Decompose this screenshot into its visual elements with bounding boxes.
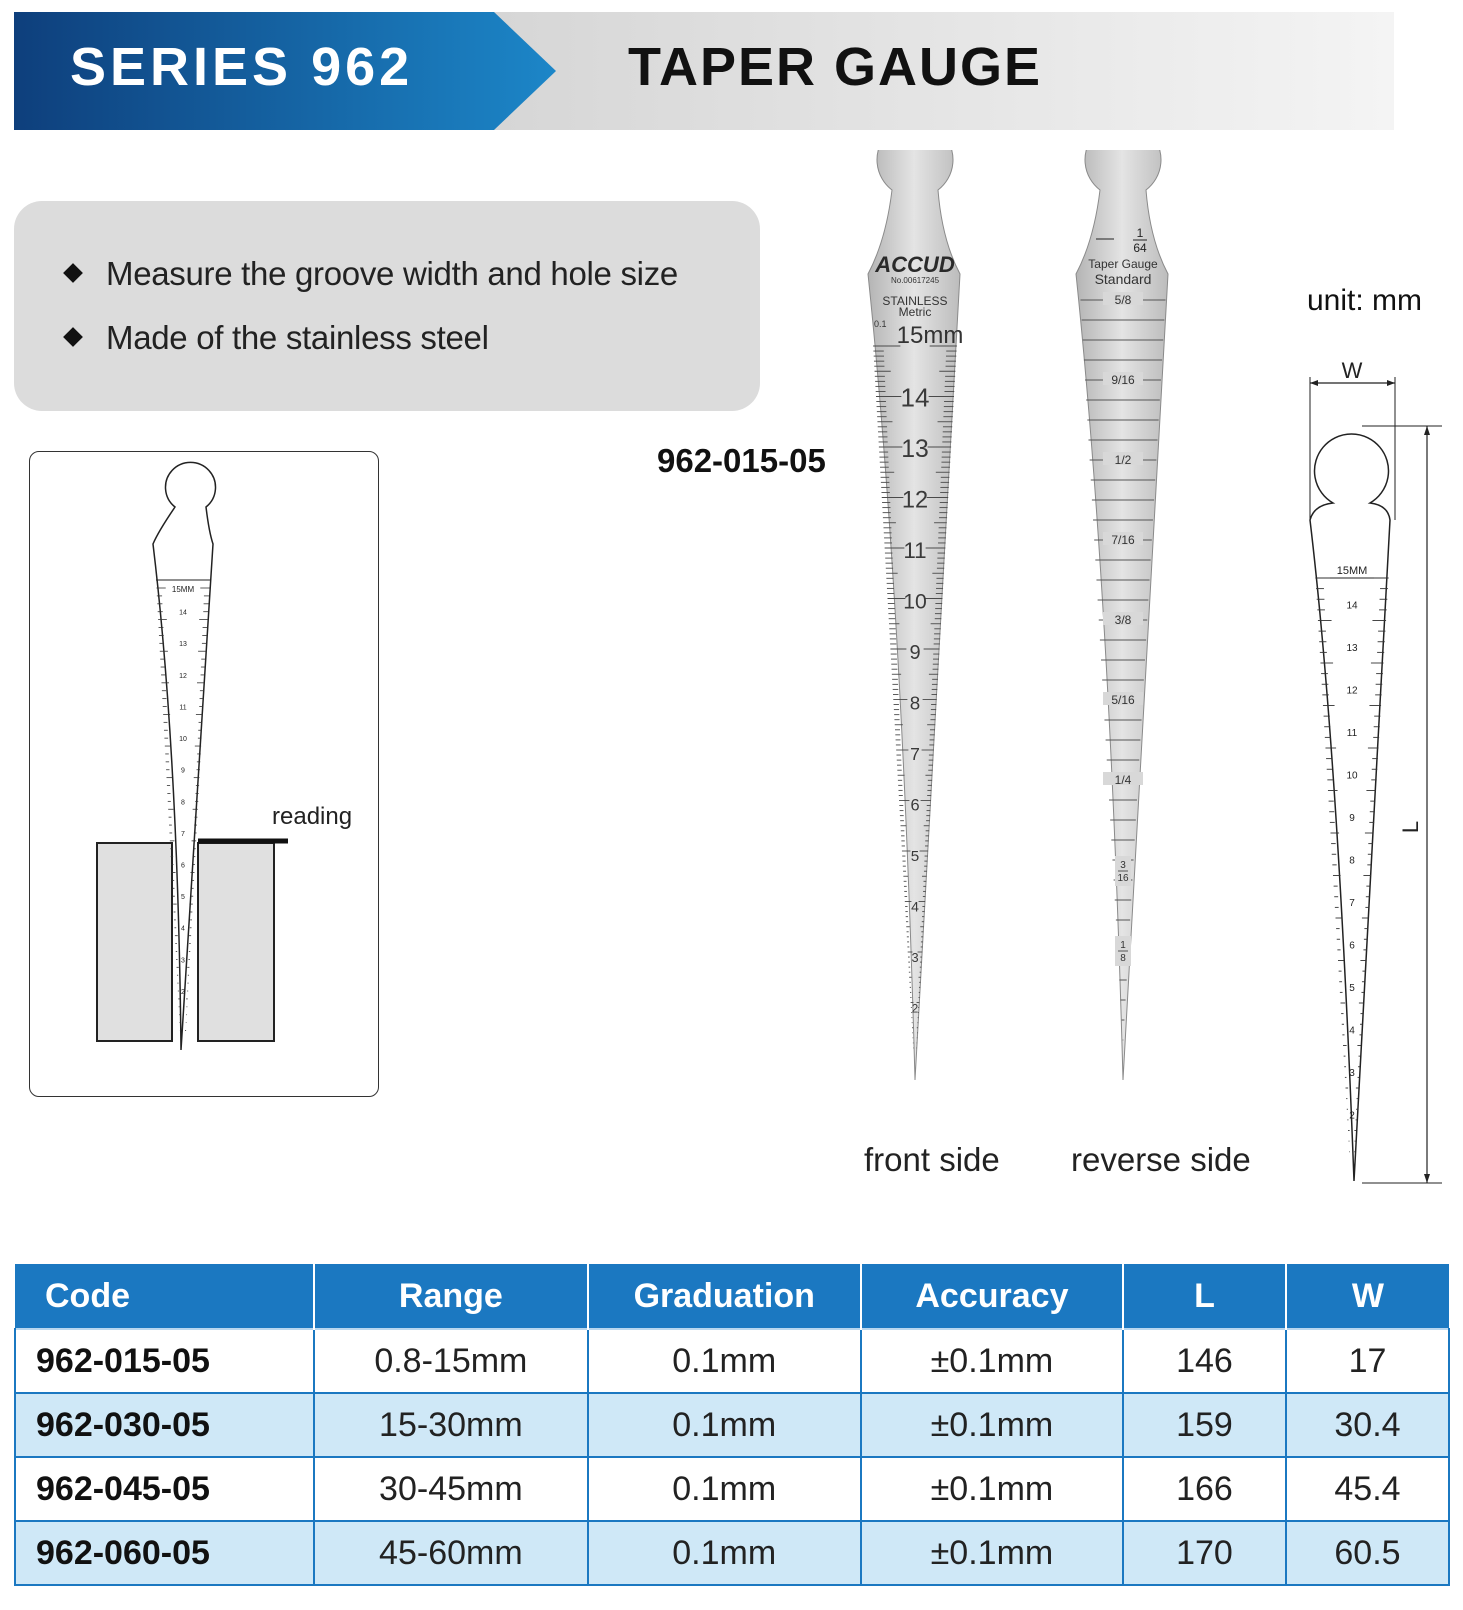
dimension-number: 13 [1346, 643, 1358, 654]
dimension-number: 9 [1349, 813, 1355, 824]
front-number: 2 [911, 1002, 919, 1016]
cell-graduation: 0.1mm [588, 1457, 861, 1521]
features-box [14, 201, 760, 411]
table-row [15, 1393, 1449, 1457]
reverse-side-label: reverse side [1071, 1141, 1251, 1178]
cell-w: 60.5 [1286, 1521, 1449, 1585]
dimension-number: 5 [1349, 983, 1355, 994]
column-header-accuracy: Accuracy [861, 1264, 1123, 1329]
cell-w: 30.4 [1286, 1393, 1449, 1457]
gauge-number: 8 [181, 799, 185, 807]
reverse-mark: 1/4 [1114, 773, 1132, 787]
dimension-number: 11 [1346, 728, 1358, 739]
reverse-mark: 5/8 [1114, 293, 1132, 307]
table-row [15, 1457, 1449, 1521]
cell-code: 962-015-05 [15, 1329, 314, 1393]
cell-accuracy: ±0.1mm [861, 1457, 1123, 1521]
gauge-number: 2 [181, 988, 185, 996]
cell-graduation: 0.1mm [588, 1329, 861, 1393]
front-number: 14 [900, 382, 930, 413]
cell-graduation: 0.1mm [588, 1393, 861, 1457]
usage-illustration [30, 452, 380, 1098]
dimension-number: 6 [1349, 940, 1355, 952]
dimension-number: 10 [1346, 770, 1358, 782]
reverse-mark: 1/2 [1114, 453, 1132, 467]
brand-logo: ACCUD [875, 252, 955, 277]
dimension-number: 2 [1349, 1110, 1355, 1122]
cell-l: 166 [1123, 1457, 1286, 1521]
gauge-number: 5 [181, 894, 185, 902]
front-side-label: front side [864, 1141, 1000, 1178]
front-number: 8 [909, 692, 921, 714]
page-title: TAPER GAUGE [628, 37, 1043, 97]
cell-l: 159 [1123, 1393, 1286, 1457]
spec-table [14, 1264, 1450, 1586]
gauge-number: 14 [179, 609, 187, 617]
front-number: 5 [910, 848, 920, 865]
gauge-number: 7 [181, 830, 185, 838]
serial-number: No.00617245 [890, 276, 940, 285]
diamond-bullet-icon [63, 263, 83, 283]
dimension-number: 7 [1349, 898, 1355, 909]
unit-label: unit: mm [1307, 284, 1423, 317]
cell-w: 17 [1286, 1329, 1449, 1393]
dimension-number: 3 [1349, 1068, 1355, 1079]
gauge-name: Taper Gauge [1088, 257, 1158, 271]
gauge-top-label: 15MM [171, 585, 195, 594]
feature-text: Made of the stainless steel [106, 319, 489, 356]
left-block [97, 843, 172, 1041]
cell-range: 45-60mm [314, 1521, 587, 1585]
gauge-standard: Standard [1094, 271, 1152, 287]
column-header-graduation: Graduation [588, 1264, 861, 1329]
cell-w: 45.4 [1286, 1457, 1449, 1521]
front-side-gauge [868, 150, 963, 1080]
usage-illustration-panel [29, 451, 379, 1097]
column-header-l: L [1123, 1264, 1286, 1329]
graduation-mark: 0.1 [874, 319, 887, 329]
feature-item [66, 319, 489, 357]
cell-code: 962-030-05 [15, 1393, 314, 1457]
diamond-bullet-icon [63, 327, 83, 347]
gauge-number: 4 [181, 925, 185, 933]
front-number: 12 [901, 487, 929, 514]
w-label: W [1341, 358, 1363, 383]
dimension-top-label: 15MM [1336, 565, 1368, 577]
reverse-mark: 9/16 [1111, 373, 1135, 387]
gauge-number: 3 [181, 957, 185, 965]
table-header-row [15, 1264, 1449, 1329]
reverse-mark-numerator: 1 [1120, 940, 1126, 951]
cell-range: 15-30mm [314, 1393, 587, 1457]
cell-accuracy: ±0.1mm [861, 1329, 1123, 1393]
fraction-numerator: 1 [1136, 226, 1144, 240]
cell-code: 962-060-05 [15, 1521, 314, 1585]
reverse-mark-denominator: 16 [1117, 873, 1129, 884]
front-number: 9 [909, 642, 921, 664]
column-header-code: Code [15, 1264, 314, 1329]
reverse-mark: 7/16 [1111, 533, 1135, 547]
front-number: 7 [910, 744, 920, 764]
cell-accuracy: ±0.1mm [861, 1393, 1123, 1457]
front-number: 13 [901, 436, 929, 463]
feature-text: Measure the groove width and hole size [106, 255, 678, 292]
front-top-value: 15mm [896, 322, 964, 349]
front-number: 10 [903, 590, 927, 614]
front-number: 6 [910, 796, 920, 815]
fraction-denominator: 64 [1133, 241, 1147, 255]
cell-code: 962-045-05 [15, 1457, 314, 1521]
l-label: L [1398, 820, 1423, 834]
cell-range: 0.8-15mm [314, 1329, 587, 1393]
cell-l: 146 [1123, 1329, 1286, 1393]
cell-range: 30-45mm [314, 1457, 587, 1521]
reverse-mark: 3/8 [1114, 613, 1132, 627]
gauge-number: 6 [181, 862, 185, 870]
gauge-number: 12 [179, 672, 187, 680]
model-code: 962-015-05 [657, 442, 826, 479]
column-header-range: Range [314, 1264, 587, 1329]
cell-accuracy: ±0.1mm [861, 1521, 1123, 1585]
gauge-number: 9 [181, 767, 185, 775]
product-gauges [860, 150, 1280, 1110]
w-arrow-left-icon [1310, 380, 1318, 386]
dimension-number: 8 [1349, 855, 1355, 867]
l-arrow-bottom-icon [1424, 1174, 1430, 1183]
column-header-w: W [1286, 1264, 1449, 1329]
dimension-number: 4 [1349, 1025, 1355, 1037]
table-row [15, 1329, 1449, 1393]
table-row [15, 1521, 1449, 1585]
material-label: STAINLESS [882, 294, 948, 308]
gauge-number: 10 [179, 736, 187, 744]
right-block [198, 843, 274, 1041]
gauge-number: 13 [179, 641, 187, 649]
cell-l: 170 [1123, 1521, 1286, 1585]
l-arrow-top-icon [1424, 426, 1430, 435]
feature-item [66, 255, 678, 293]
dimension-number: 14 [1346, 600, 1358, 612]
dimension-number: 12 [1346, 685, 1358, 697]
front-number: 11 [903, 538, 927, 563]
reverse-mark-numerator: 3 [1120, 860, 1126, 871]
front-number: 3 [911, 950, 919, 965]
reverse-mark-denominator: 8 [1120, 953, 1126, 964]
system-label: Metric [898, 305, 932, 319]
cell-graduation: 0.1mm [588, 1521, 861, 1585]
series-label: SERIES 962 [70, 37, 414, 97]
front-number: 4 [911, 898, 919, 915]
reverse-mark: 5/16 [1111, 693, 1135, 707]
w-arrow-right-icon [1387, 380, 1395, 386]
gauge-number: 11 [179, 704, 187, 712]
dimension-drawing [1290, 355, 1450, 1215]
reverse-side-gauge [1076, 150, 1168, 1080]
reading-label: reading [272, 803, 353, 830]
